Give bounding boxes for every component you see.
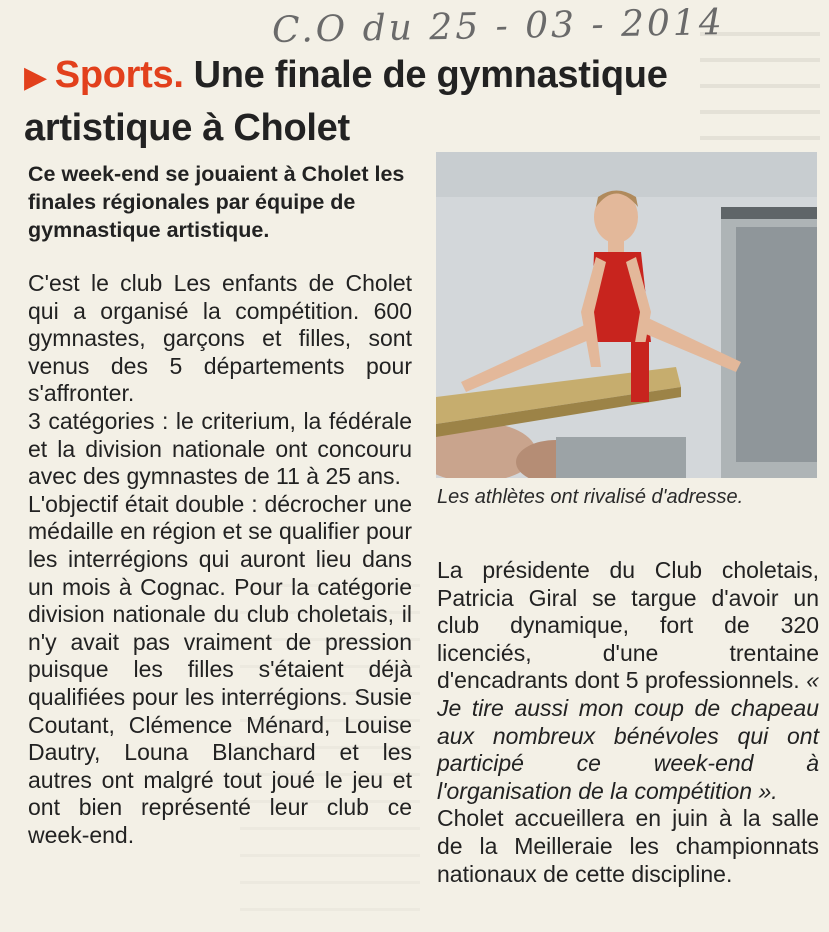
body-paragraph: Cholet accueillera en juin à la salle de la Meilleraie les championnats nationaux de cette discipline. <box>437 805 819 887</box>
president-statement: La présidente du Club choletais, Patricia Giral se targue d'avoir un club dynamique, fort de 320 licenciés, d'une trentaine d'encadrants dont 5 professionnels. <box>437 557 819 694</box>
headline <box>24 50 814 153</box>
triangle-arrow-icon: ▶ <box>24 61 47 94</box>
headline-rubric: Sports. <box>54 54 184 96</box>
body-paragraph: L'objectif était double : décrocher une médaille en région et se qualifier pour les interrégions qui auront lieu dans un mois à Cognac. Pour la catégorie division nationale du club choletais, il n'y avait pas vraiment de pression puisque les filles s'étaient déjà qualifiées pour les interrégions. Susie Coutant, Clémence Ménard, Louise Dautry, Louna Blanchard et les autres ont malgré tout joué le jeu et ont bien représenté leur club ce week-end. <box>28 490 412 848</box>
gymnast-photo-illustration <box>436 152 817 478</box>
body-paragraph: C'est le club Les enfants de Cholet qui a organisé la compétition. 600 gymnastes, garçons et filles, sont venus des 5 départements pour s'affronter. <box>28 270 412 407</box>
article-body-left <box>28 270 412 849</box>
photo-caption: Les athlètes ont rivalisé d'adresse. <box>437 486 744 508</box>
handwritten-date-annotation: C.O du 25 - 03 - 2014 <box>271 2 725 51</box>
headline-title: Une finale de gymnastique artistique à Cholet <box>24 54 668 149</box>
article-body-right <box>437 557 819 888</box>
gymnast-photo <box>436 152 817 478</box>
president-quote: « Je tire aussi mon coup de chapeau aux nombreux bénévoles qui ont participé ce week-end à l'organisation de la compétition ». <box>437 667 819 804</box>
article-lead: Ce week-end se jouaient à Cholet les finales régionales par équipe de gymnastique artistique. <box>28 162 405 242</box>
body-paragraph <box>437 557 819 805</box>
body-paragraph: 3 catégories : le criterium, la fédérale et la division nationale ont concouru avec des gymnastes de 11 à 25 ans. <box>28 407 412 490</box>
